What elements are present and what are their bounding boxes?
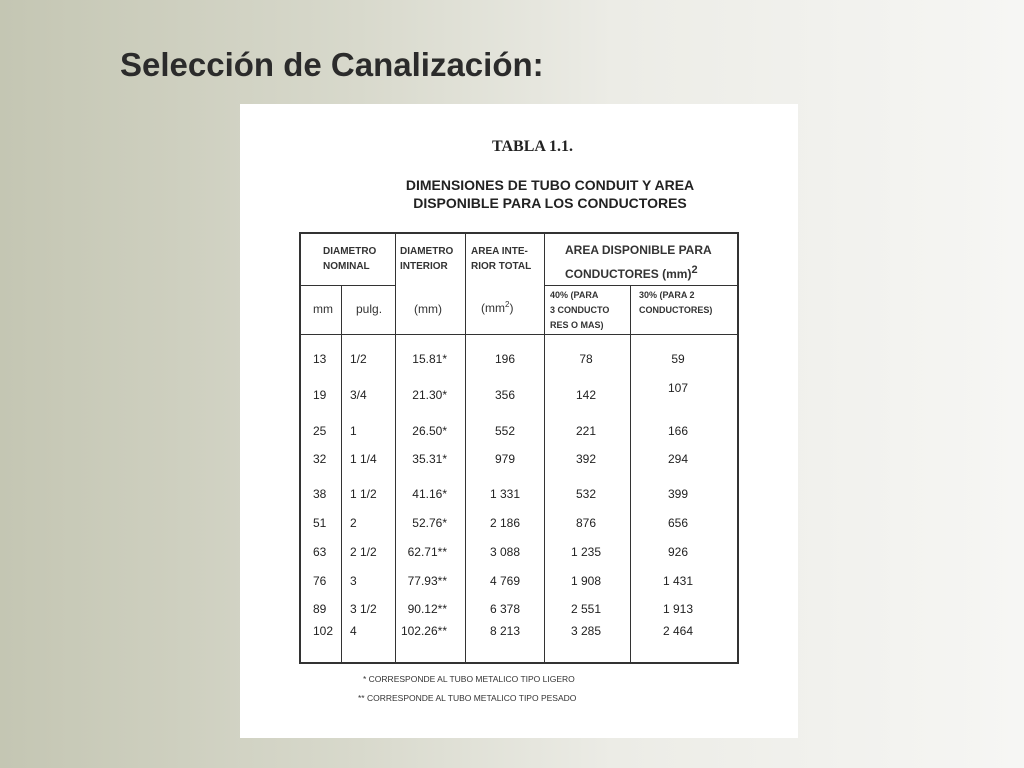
row-divider — [301, 334, 737, 335]
table-cell-pct30: 926 — [667, 545, 689, 559]
table-cell-interior: 21.30* — [412, 388, 447, 402]
table-cell-interior: 77.93** — [407, 574, 447, 588]
table-cell-total: 356 — [494, 388, 516, 402]
table-cell-interior: 62.71** — [407, 545, 447, 559]
table-cell-pct30: 656 — [667, 516, 689, 530]
table-cell-pct30: 107 — [667, 381, 689, 395]
table-cell-pct40: 2 551 — [570, 602, 602, 616]
footnote-pesado: ** CORRESPONDE AL TUBO METALICO TIPO PESADO — [358, 693, 577, 703]
table-cell-pct30: 166 — [667, 424, 689, 438]
col-divider — [341, 285, 342, 662]
table-cell-pct40: 3 285 — [570, 624, 602, 638]
table-cell-mm: 63 — [313, 545, 327, 559]
table-cell-mm: 19 — [313, 388, 327, 402]
table-cell-pulg: 3/4 — [350, 388, 367, 402]
table-label: TABLA 1.1. — [492, 138, 574, 155]
table-cell-pulg: 3 — [350, 574, 357, 588]
table-cell-interior: 35.31* — [412, 452, 447, 466]
table-cell-mm: 76 — [313, 574, 327, 588]
table-cell-total: 4 769 — [489, 574, 521, 588]
table-cell-pct40: 1 235 — [570, 545, 602, 559]
table-cell-interior: 52.76* — [412, 516, 447, 530]
table-cell-pct40: 1 908 — [570, 574, 602, 588]
table-cell-pct30: 399 — [667, 487, 689, 501]
table-cell-mm: 51 — [313, 516, 327, 530]
col-divider — [465, 234, 466, 662]
header-30-percent: 30% (PARA 2 CONDUCTORES) — [639, 290, 713, 315]
col-divider — [544, 234, 545, 662]
unit-mm: mm — [313, 302, 333, 316]
table-cell-mm: 13 — [313, 352, 327, 366]
table-cell-pct40: 142 — [575, 388, 597, 402]
table-cell-pct40: 876 — [575, 516, 597, 530]
conduit-table — [299, 232, 739, 664]
table-cell-pct40: 78 — [579, 352, 593, 366]
slide-title: Selección de Canalización: — [120, 46, 544, 83]
table-cell-pulg: 2 1/2 — [350, 545, 377, 559]
table-cell-pct30: 1 913 — [662, 602, 694, 616]
footnote-ligero: * CORRESPONDE AL TUBO METALICO TIPO LIGERO — [363, 674, 575, 684]
table-cell-pct40: 392 — [575, 452, 597, 466]
row-divider — [301, 285, 395, 286]
header-diametro-nominal: DIAMETRO NOMINAL — [323, 246, 377, 272]
unit-total-mm2: $(mm^2)$ — [481, 300, 514, 315]
table-cell-pulg: 3 1/2 — [350, 602, 377, 616]
table-subtitle-line-1: DIMENSIONES DE TUBO CONDUIT Y AREA — [405, 177, 695, 193]
header-diametro-interior: DIAMETRO INTERIOR — [400, 246, 454, 272]
row-divider — [544, 285, 737, 286]
table-cell-total: 8 213 — [489, 624, 521, 638]
header-40-percent: 40% (PARA 3 CONDUCTO RES O MAS) — [550, 290, 610, 330]
table-cell-total: 3 088 — [489, 545, 521, 559]
table-cell-total: 6 378 — [489, 602, 521, 616]
header-area-disponible: AREA DISPONIBLE PARA CONDUCTORES (mm)$^2$ — [565, 243, 712, 281]
table-cell-interior: 90.12** — [407, 602, 447, 616]
table-cell-pct30: 1 431 — [662, 574, 694, 588]
table-cell-total: 196 — [494, 352, 516, 366]
table-cell-mm: 38 — [313, 487, 327, 501]
table-cell-pulg: 4 — [350, 624, 357, 638]
table-cell-pulg: 2 — [350, 516, 357, 530]
unit-pulg: pulg. — [356, 302, 383, 316]
table-cell-pct30: 2 464 — [662, 624, 694, 638]
table-cell-total: 552 — [494, 424, 516, 438]
table-cell-mm: 25 — [313, 424, 327, 438]
table-cell-pulg: 1 1/4 — [350, 452, 377, 466]
table-cell-mm: 89 — [313, 602, 327, 616]
table-image — [240, 104, 798, 738]
table-cell-total: 979 — [494, 452, 516, 466]
table-cell-interior: 41.16* — [412, 487, 447, 501]
table-cell-mm: 102 — [313, 624, 334, 638]
table-cell-pct40: 532 — [575, 487, 597, 501]
unit-interior-mm: (mm) — [414, 302, 442, 316]
table-cell-pct30: 294 — [667, 452, 689, 466]
table-cell-pulg: 1 — [350, 424, 357, 438]
table-cell-total: 1 331 — [489, 487, 521, 501]
table-cell-interior: 102.26** — [400, 624, 447, 638]
table-subtitle — [340, 176, 760, 212]
col-divider — [395, 234, 396, 662]
table-cell-interior: 26.50* — [412, 424, 447, 438]
table-cell-interior: 15.81* — [412, 352, 447, 366]
table-subtitle-line-2: DISPONIBLE PARA LOS CONDUCTORES — [413, 195, 687, 211]
table-cell-pulg: 1/2 — [350, 352, 367, 366]
table-cell-pct30: 59 — [671, 352, 685, 366]
table-cell-pct40: 221 — [575, 424, 597, 438]
header-area-total: AREA INTE- RIOR TOTAL — [471, 246, 532, 272]
table-cell-pulg: 1 1/2 — [350, 487, 377, 501]
table-cell-mm: 32 — [313, 452, 327, 466]
table-cell-total: 2 186 — [489, 516, 521, 530]
col-divider — [630, 285, 631, 662]
